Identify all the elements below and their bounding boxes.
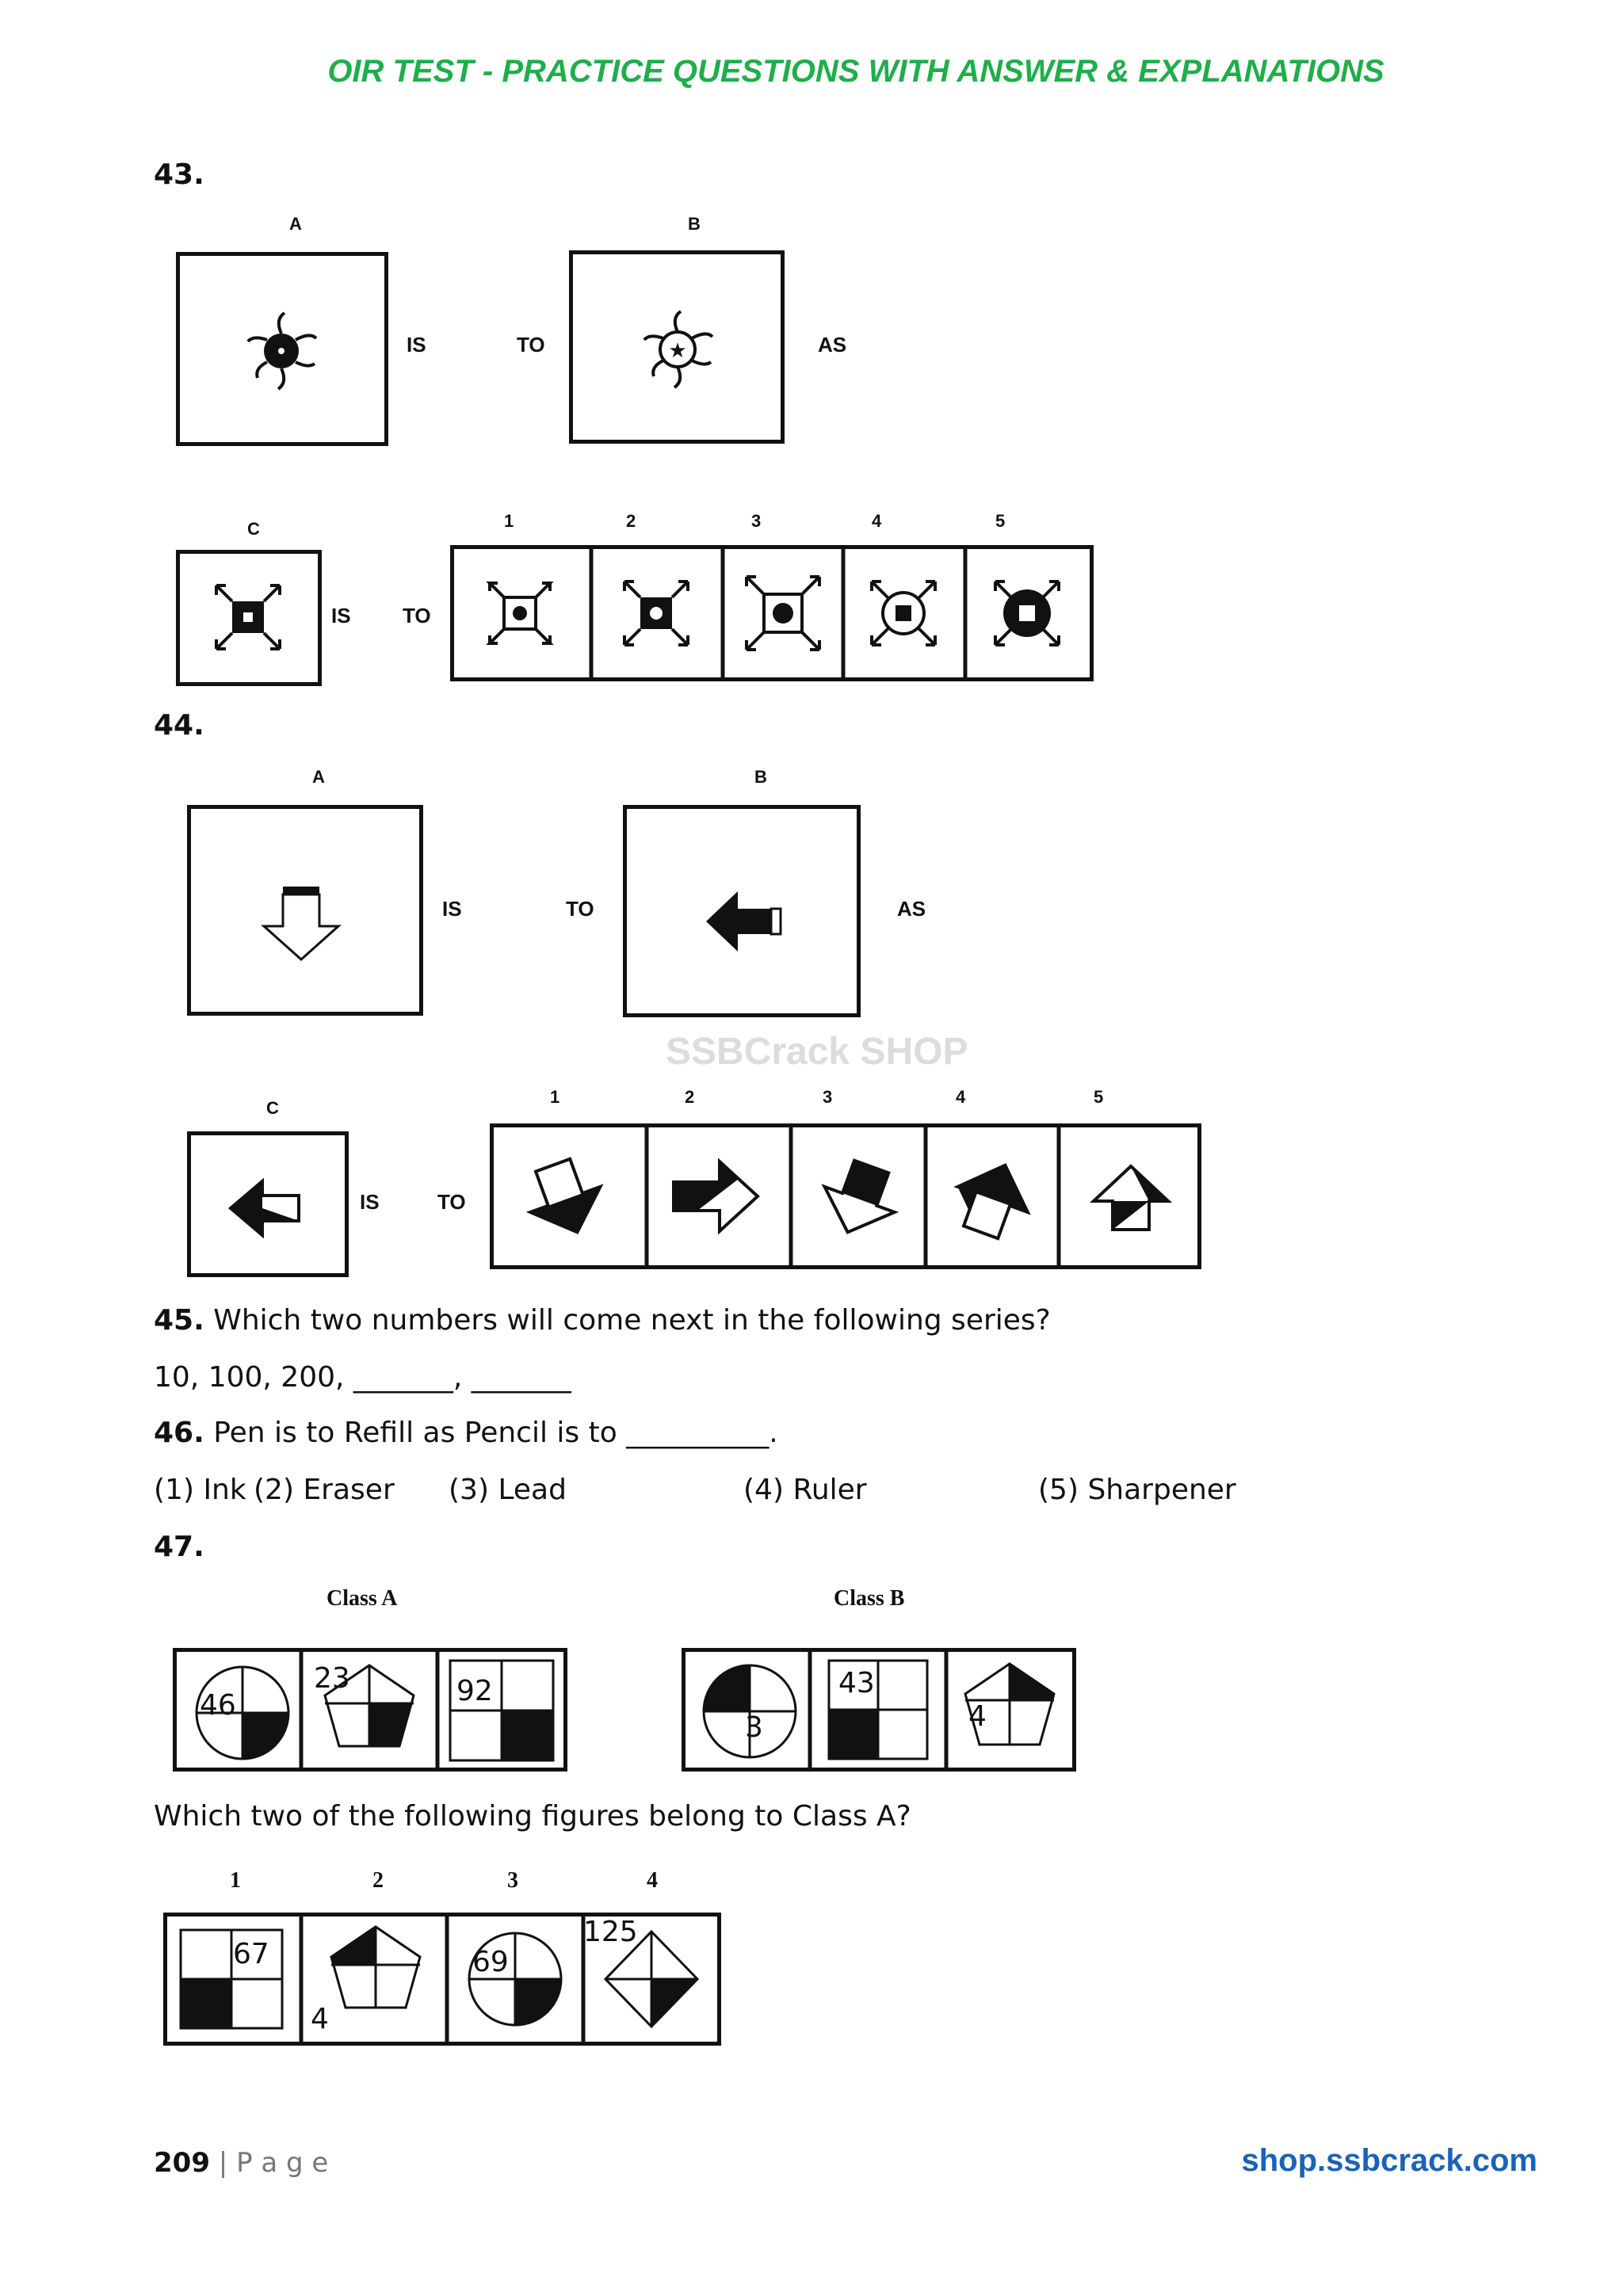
q44-figure-b <box>623 805 861 1017</box>
q43-figure-c <box>176 550 322 686</box>
footer-site-link[interactable]: shop.ssbcrack.com <box>1241 2143 1537 2178</box>
q44-opt5-num: 5 <box>1094 1087 1104 1107</box>
q45-series: 10, 100, 200, _______, _______ <box>154 1361 571 1394</box>
q43-opt2-num: 2 <box>626 511 636 531</box>
q46-question <box>154 1417 778 1449</box>
q44-opt1-num: 1 <box>550 1087 560 1107</box>
q44-figure-a <box>187 805 423 1016</box>
watermark-brand: SSBCrack <box>666 1031 850 1073</box>
q43-c-is: IS <box>331 604 351 627</box>
q43-number: 43. <box>154 158 204 191</box>
q44-number: 44. <box>154 709 204 742</box>
q47-class-a-label: Class A <box>327 1586 398 1611</box>
q45-number: 45. <box>154 1304 204 1337</box>
page-header: OIR TEST - PRACTICE QUESTIONS WITH ANSWER & EXPLANATIONS <box>327 54 1384 89</box>
q47-opt2-label: 2 <box>372 1868 384 1893</box>
q43-c-to: TO <box>403 604 431 627</box>
q43-option-5[interactable] <box>995 582 1059 645</box>
watermark-shop: SHOP <box>860 1031 968 1073</box>
q46-option-1: (1) Ink <box>154 1474 246 1506</box>
q46-option-2: (2) Eraser <box>254 1474 395 1506</box>
q43-opt5-num: 5 <box>995 511 1006 531</box>
q44-arrow-down-outline <box>191 809 419 1012</box>
q44-as: AS <box>897 897 926 921</box>
q44-is: IS <box>442 897 462 921</box>
q43-to: TO <box>517 333 545 357</box>
q47-class-b-num-2: 43 <box>838 1667 875 1699</box>
q46-text: Pen is to Refill as Pencil is to __________. <box>204 1417 778 1449</box>
q43-label-b: B <box>688 214 701 234</box>
q47-question: Which two of the following figures belong to Class A? <box>154 1800 911 1833</box>
q47-option-num-3: 69 <box>472 1946 509 1978</box>
q44-c-is: IS <box>360 1190 380 1214</box>
footer-page-word: P a g e <box>236 2147 329 2179</box>
q43-is: IS <box>407 333 426 357</box>
page-number: 209 <box>154 2147 210 2179</box>
q43-label-a: A <box>289 214 302 234</box>
q46-option-5: (5) Sharpener <box>1038 1474 1236 1506</box>
footer-separator: | <box>209 2147 237 2179</box>
q43-options-strip[interactable] <box>450 545 1094 681</box>
q47-opt1-label: 1 <box>230 1868 241 1893</box>
q44-label-a: A <box>312 767 325 787</box>
q46-number: 46. <box>154 1417 204 1449</box>
svg-text:★: ★ <box>668 339 687 363</box>
q44-label-c: C <box>266 1098 279 1118</box>
q46-option-3: (3) Lead <box>449 1474 567 1506</box>
page-footer-number <box>154 2147 328 2179</box>
q44-figure-c <box>187 1131 349 1277</box>
q43-as: AS <box>818 333 847 357</box>
q47-class-a-num-1: 46 <box>200 1689 236 1722</box>
q43-opt4-num: 4 <box>872 511 882 531</box>
q47-class-a-num-2: 23 <box>314 1662 350 1695</box>
q44-arrow-left-half <box>191 1135 345 1273</box>
q44-opt3-num: 3 <box>823 1087 833 1107</box>
q43-figure-b <box>569 250 785 444</box>
q43-label-c: C <box>247 519 260 539</box>
q47-option-num-1: 67 <box>233 1938 269 1970</box>
q44-options-strip[interactable] <box>490 1123 1201 1269</box>
q47-class-b-num-3: 4 <box>968 1700 987 1733</box>
q45-question <box>154 1304 1051 1337</box>
q46-option-4: (4) Ruler <box>743 1474 867 1506</box>
q47-class-a-num-3: 92 <box>456 1675 493 1707</box>
q43-opt3-num: 3 <box>751 511 762 531</box>
q44-arrow-left-filled <box>627 809 857 1013</box>
q47-class-b-strip <box>682 1648 1076 1772</box>
q43-spider-outline <box>573 254 781 440</box>
q44-opt2-num: 2 <box>685 1087 695 1107</box>
q47-number: 47. <box>154 1531 204 1563</box>
q47-opt4-label: 4 <box>647 1868 658 1893</box>
q43-figure-a <box>176 252 388 446</box>
q43-square-arrows <box>180 554 318 682</box>
q44-label-b: B <box>754 767 767 787</box>
q43-opt1-num: 1 <box>504 511 514 531</box>
q47-opt3-label: 3 <box>507 1868 518 1893</box>
q47-option-num-2: 4 <box>311 2003 329 2035</box>
q44-opt4-num: 4 <box>956 1087 966 1107</box>
q47-class-b-num-1: 3 <box>745 1711 763 1744</box>
q43-option-4[interactable] <box>872 582 935 645</box>
q44-to: TO <box>566 897 594 921</box>
watermark <box>666 1030 968 1074</box>
q47-option-num-4: 125 <box>583 1916 638 1948</box>
q47-class-b-label: Class B <box>834 1586 905 1611</box>
q45-text: Which two numbers will come next in the following series? <box>204 1304 1051 1337</box>
q44-c-to: TO <box>437 1190 466 1214</box>
q43-spider-filled <box>180 256 384 442</box>
